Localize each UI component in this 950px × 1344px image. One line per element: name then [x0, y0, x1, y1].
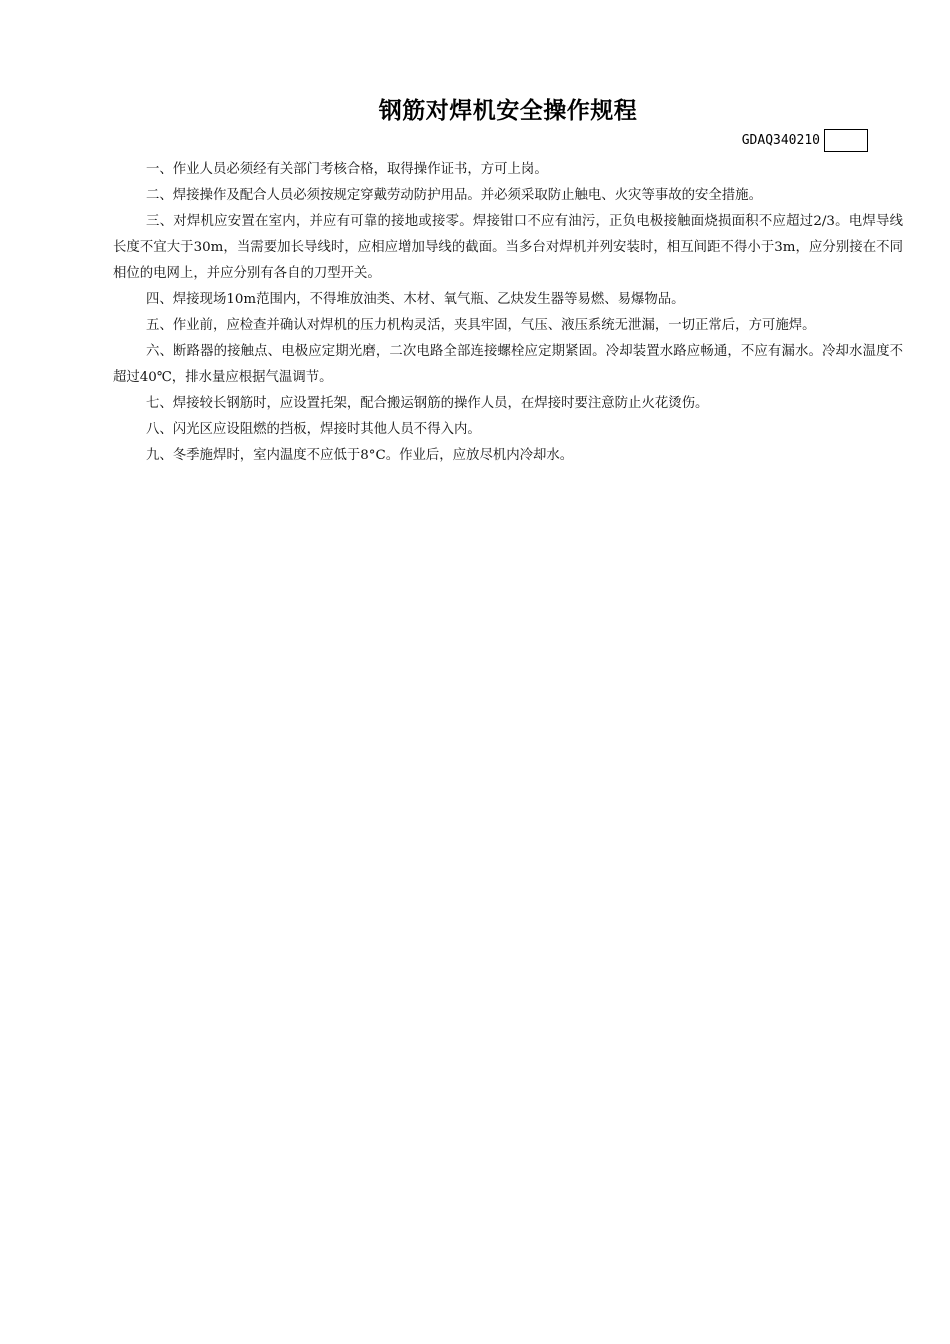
paragraph-9: 九、冬季施焊时，室内温度不应低于8°C。作业后，应放尽机内冷却水。 [146, 448, 574, 463]
paragraph-7: 七、焊接较长钢筋时，应设置托架，配合搬运钢筋的操作人员，在焊接时要注意防止火花烫伤。 [146, 396, 709, 411]
document-code-row [742, 129, 868, 152]
document-body [113, 157, 903, 469]
code-box [824, 129, 868, 152]
paragraph-1: 一、作业人员必须经有关部门考核合格，取得操作证书，方可上岗。 [146, 162, 548, 177]
paragraph-5: 五、作业前，应检查并确认对焊机的压力机构灵活，夹具牢固，气压、液压系统无泄漏，一切正常后，方可施焊。 [146, 318, 816, 333]
paragraph-4: 四、焊接现场10m范围内，不得堆放油类、木材、氧气瓶、乙炔发生器等易燃、易爆物品。 [146, 292, 685, 307]
paragraph-3: 三、对焊机应安置在室内，并应有可靠的接地或接零。焊接钳口不应有油污，正负电极接触面烧损面积不应超过2/3。电焊导线长度不宜大于30m，当需要加长导线时，应相应增加导线的截面。当多台对焊机并列安装时，相互间距不得小于3m，应分别接在不同相位的电网上，并应分别有各自的刀型开关。 [113, 214, 903, 281]
document-title: 钢筋对焊机安全操作规程 [378, 98, 638, 124]
paragraph-6: 六、断路器的接触点、电极应定期光磨，二次电路全部连接螺栓应定期紧固。冷却装置水路应畅通，不应有漏水。冷却水温度不超过40℃，排水量应根据气温调节。 [113, 344, 903, 385]
document-code: GDAQ340210 [741, 133, 820, 148]
paragraph-2: 二、焊接操作及配合人员必须按规定穿戴劳动防护用品。并必须采取防止触电、火灾等事故的安全措施。 [146, 188, 762, 203]
paragraph-8: 八、闪光区应设阻燃的挡板，焊接时其他人员不得入内。 [146, 422, 481, 437]
